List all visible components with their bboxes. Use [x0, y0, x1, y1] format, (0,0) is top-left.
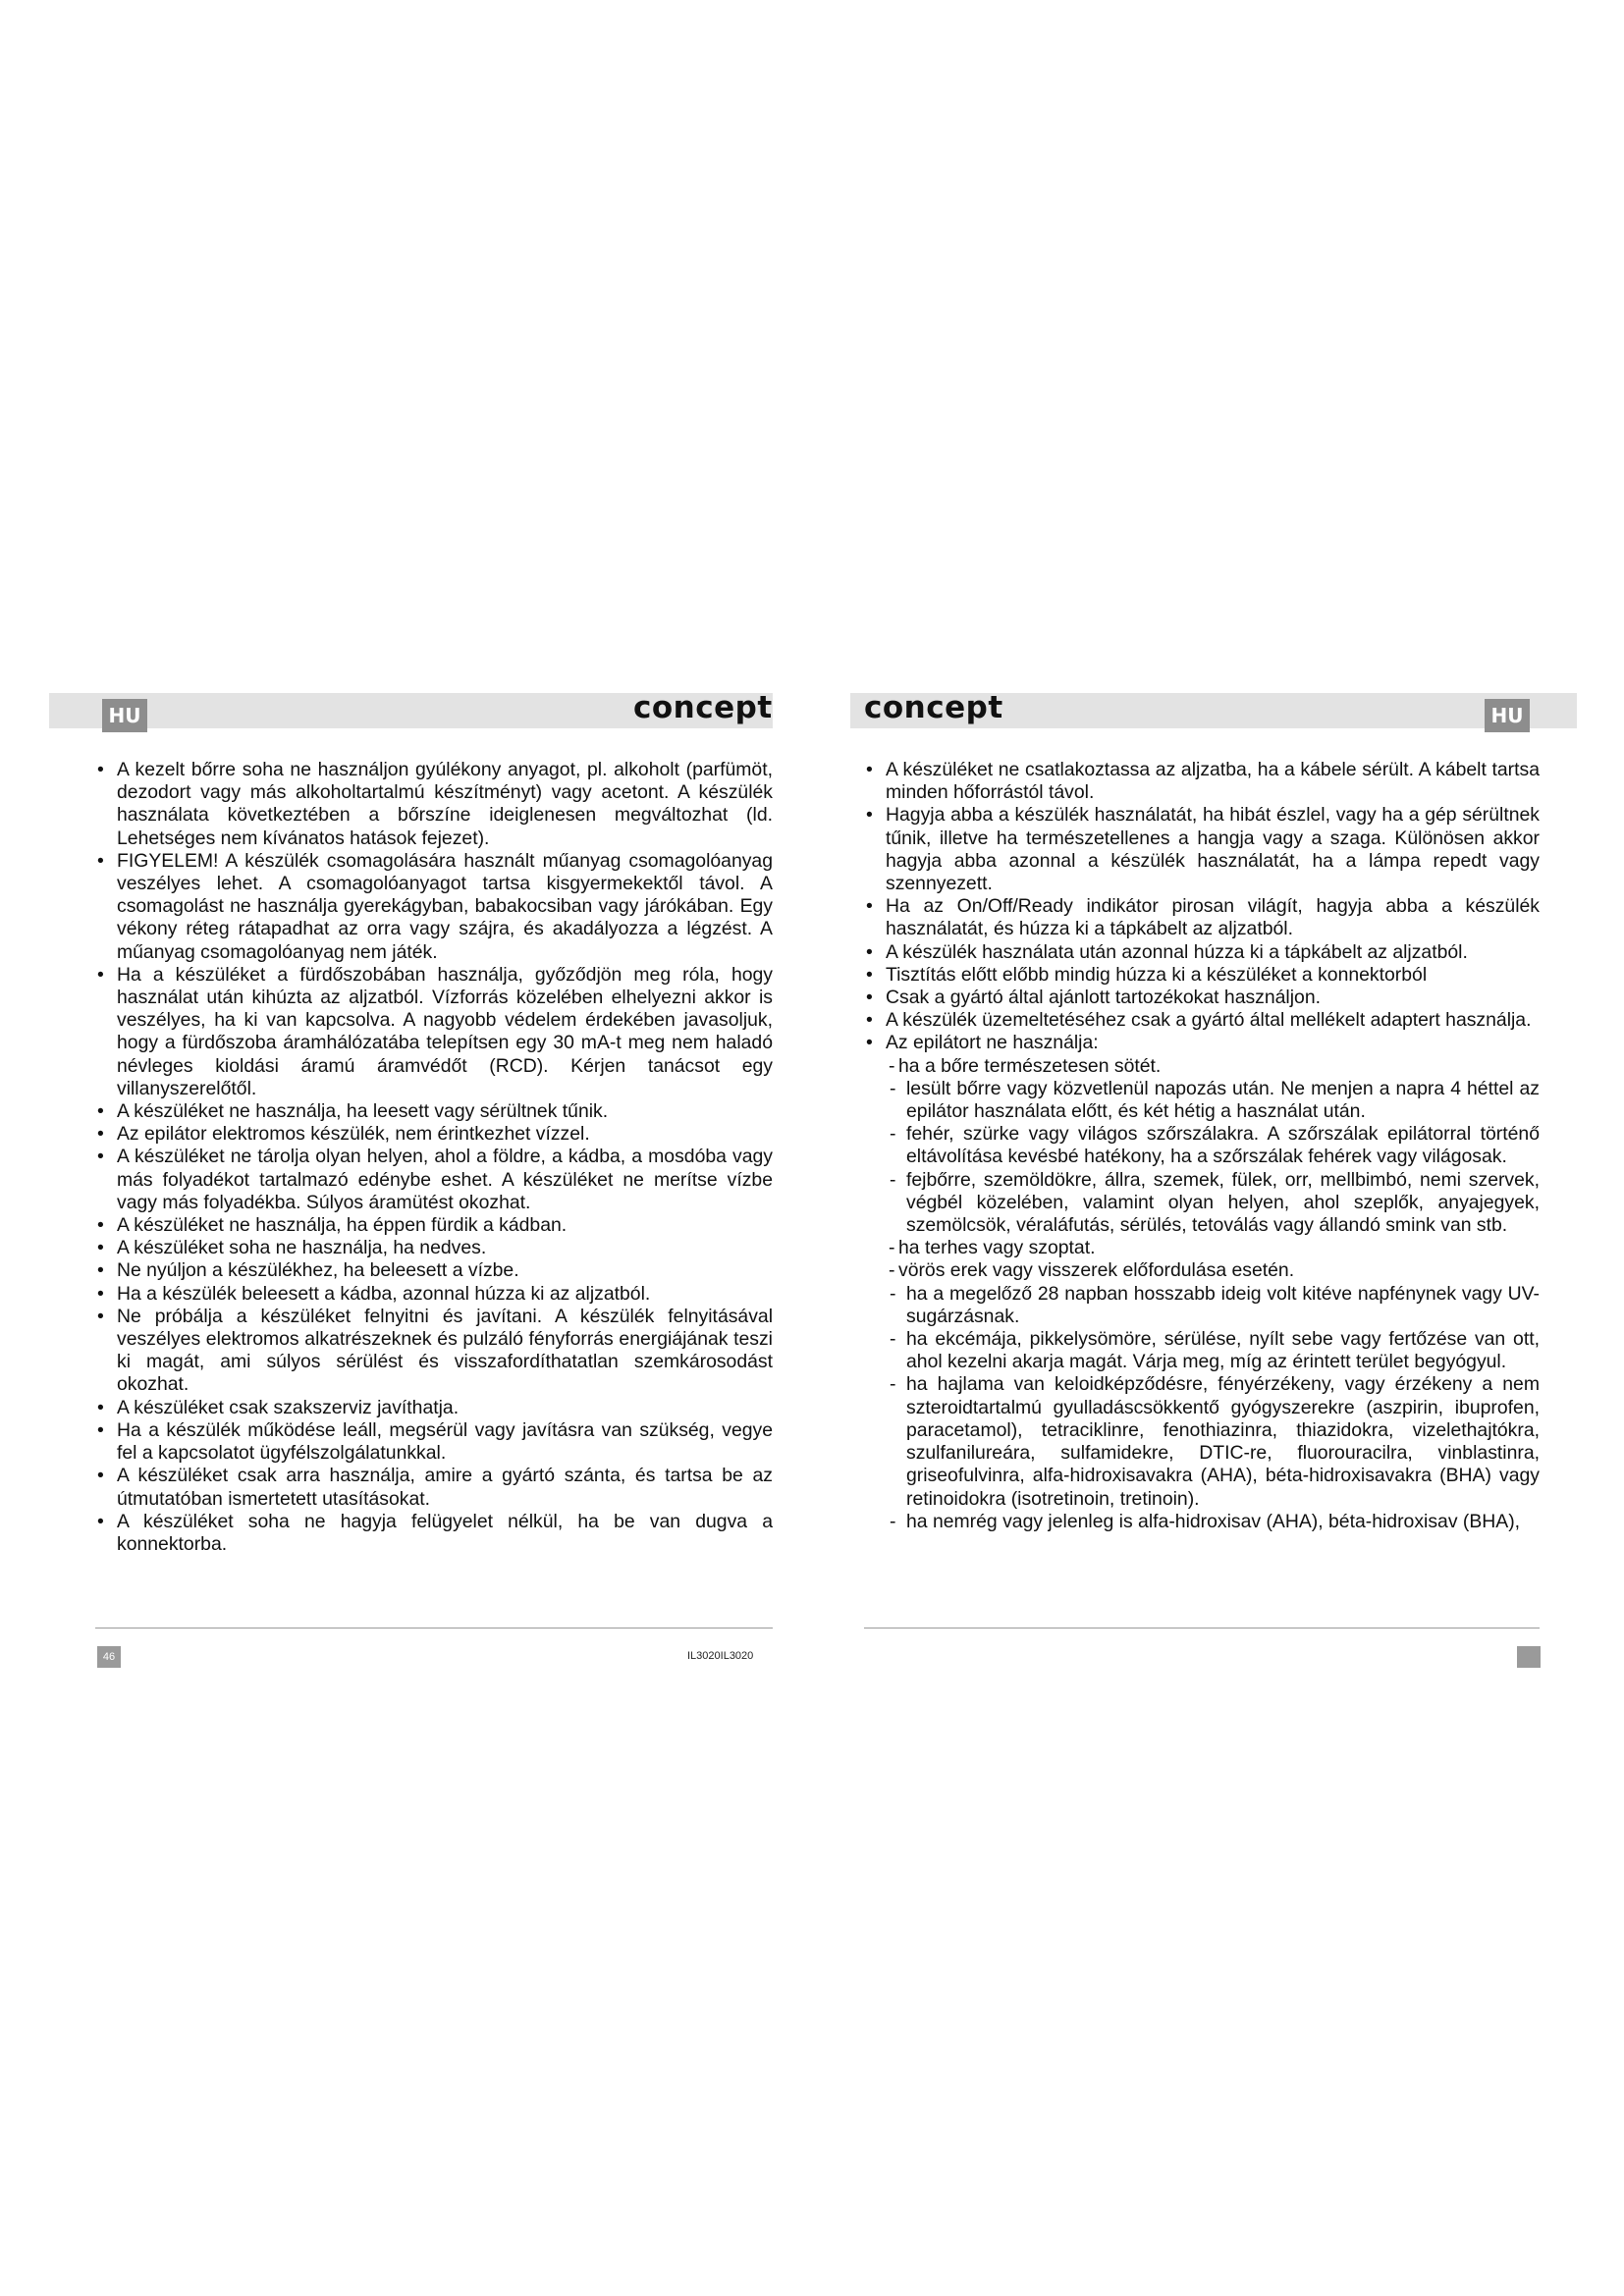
brand-logo-right: concept: [864, 690, 1003, 725]
list-item: • A készüléket ne használja, ha leesett vagy sérültnek tűnik.: [95, 1100, 773, 1123]
list-item: • Hagyja abba a készülék használatát, ha hibát észlel, vagy ha a gép sérültnek tűnik, illetve ha természetellenes a hangja vagy a szaga. Különösen akkor hagyja abba azonnal a készülék használatát, ha a lámpa repedt vagy szennyezett.: [864, 804, 1540, 895]
sub-list-item: - fehér, szürke vagy világos szőrszálakra. A szőrszálak epilátorral történő eltávolítása kevésbé hatékony, ha a szőrszálak fehérek vagy világosak.: [886, 1123, 1540, 1168]
sub-list-item: - ha hajlama van keloidképződésre, fényérzékeny, vagy érzékeny a nem szteroidtartalmú gyulladáscsökkentő gyógyszerekre (aszpirin, ibuprofen, paracetamol), tetraciklinre, fenothiazinra, thiazidokra, vizelethajtókra, szulfanilureára, sulfamidekre, DTIC-re, fluorouracilra, vinblastinra, griseofulvinra, alfa-hidroxisavakra (AHA), béta-hidroxisavakra (BHA) vagy retinoidokra (isotretinoin, tretinoin).: [886, 1373, 1540, 1510]
list-item: • Ha a készülék beleesett a kádba, azonnal húzza ki az aljzatból.: [95, 1283, 773, 1306]
list-item-epilator-intro: [864, 1032, 1540, 1532]
list-item: • A készüléket soha ne használja, ha nedves.: [95, 1237, 773, 1259]
epilator-intro-text: Az epilátort ne használja:: [886, 1032, 1099, 1054]
sub-list-item: - ha ekcémája, pikkelysömöre, sérülése, nyílt sebe vagy fertőzése van ott, ahol kezelni akarja magát. Várja meg, míg az érintett terület begyógyul.: [886, 1328, 1540, 1373]
list-item: • A készülék üzemeltetéséhez csak a gyártó által mellékelt adaptert használja.: [864, 1009, 1540, 1032]
list-item: • A készüléket soha ne hagyja felügyelet nélkül, ha be van dugva a konnektorba.: [95, 1511, 773, 1556]
language-badge-left: HU: [102, 699, 147, 732]
list-item: • Ne próbálja a készüléket felnyitni és javítani. A készülék felnyitásával veszélyes elektromos alkatrészeknek és pulzáló fényforrás energiájának teszi ki magát, ami súlyos sérülést és visszafordíthatatlan szemkárosodást okozhat.: [95, 1306, 773, 1397]
sub-list-item: - fejbőrre, szemöldökre, állra, szemek, fülek, orr, mellbimbó, nemi szervek, végbél közelében, valamint olyan helyen, ahol szeplők, anyajegyek, szemölcsök, véraláfutás, sérülés, tetoválás vagy állandó smink van stb.: [886, 1169, 1540, 1238]
sub-list-item: - vörös erek vagy visszerek előfordulása esetén.: [886, 1259, 1540, 1282]
safety-list-right: [864, 759, 1540, 1533]
language-badge-right: HU: [1485, 699, 1530, 732]
right-page-content: [864, 759, 1540, 1533]
sub-list-item: - ha nemrég vagy jelenleg is alfa-hidroxisav (AHA), béta-hidroxisav (BHA),: [886, 1511, 1540, 1533]
list-item: • Csak a gyártó által ajánlott tartozékokat használjon.: [864, 987, 1540, 1009]
sub-list-item: - ha a megelőző 28 napban hosszabb ideig volt kitéve napfénynek vagy UV-sugárzásnak.: [886, 1283, 1540, 1328]
page-number-right: [1517, 1646, 1541, 1668]
list-item: • Tisztítás előtt előbb mindig húzza ki a készüléket a konnektorból: [864, 964, 1540, 987]
model-number: IL3020IL3020: [687, 1650, 754, 1662]
list-item: • Ha a készülék működése leáll, megsérül vagy javításra van szükség, vegye fel a kapcsolatot ügyfélszolgálatunkkal.: [95, 1419, 773, 1465]
list-item: • FIGYELEM! A készülék csomagolására használt műanyag csomagolóanyag veszélyes lehet. A csomagolóanyagot tartsa kisgyermekektől távol. A csomagolást ne használja gyerekágyban, babakocsiban vagy járókában. Egy vékony réteg rátapadhat az orra vagy szájra, és akadályozza a légzést. A műanyag csomagolóanyag nem játék.: [95, 850, 773, 964]
list-item: • A készülék használata után azonnal húzza ki a tápkábelt az aljzatból.: [864, 941, 1540, 964]
list-item: • Ha az On/Off/Ready indikátor pirosan világít, hagyja abba a készülék használatát, és húzza ki a tápkábelt az aljzatból.: [864, 895, 1540, 940]
footer-divider-right: [864, 1628, 1540, 1629]
contraindication-list: [886, 1055, 1540, 1533]
list-item: • A készüléket ne csatlakoztassa az aljzatba, ha a kábele sérült. A kábelt tartsa minden hőforrástól távol.: [864, 759, 1540, 804]
left-page-content: [95, 759, 773, 1556]
sub-list-item: - ha a bőre természetesen sötét.: [886, 1055, 1540, 1078]
list-item: • Ne nyúljon a készülékhez, ha beleesett a vízbe.: [95, 1259, 773, 1282]
list-item: • A készüléket ne használja, ha éppen fürdik a kádban.: [95, 1214, 773, 1237]
sub-list-item: - lesült bőrre vagy közvetlenül napozás után. Ne menjen a napra 4 héttel az epilátor használata előtt, és két hétig a használat után.: [886, 1078, 1540, 1123]
list-item: • A készüléket csak arra használja, amire a gyártó szánta, és tartsa be az útmutatóban ismertetett utasításokat.: [95, 1465, 773, 1510]
safety-list-left: [95, 759, 773, 1556]
list-item: • A készüléket ne tárolja olyan helyen, ahol a földre, a kádba, a mosdóba vagy más folyadékot tartalmazó edénybe eshet. A készüléket ne merítse vízbe vagy más folyadékba. Súlyos áramütést okozhat.: [95, 1146, 773, 1214]
sub-list-item: - ha terhes vagy szoptat.: [886, 1237, 1540, 1259]
list-item: • A kezelt bőrre soha ne használjon gyúlékony anyagot, pl. alkoholt (parfümöt, dezodort vagy más alkoholtartalmú készítményt) vagy acetont. A készülék használata következtében a bőrszíne ideiglenesen megváltozhat (ld. Lehetséges nem kívánatos hatások fejezet).: [95, 759, 773, 850]
page-number-left: 46: [97, 1646, 121, 1668]
list-item: • A készüléket csak szakszerviz javíthatja.: [95, 1397, 773, 1419]
brand-logo-left: concept: [633, 690, 773, 725]
list-item: • Ha a készüléket a fürdőszobában használja, győződjön meg róla, hogy használat után kihúzta az aljzatból. Vízforrás közelében elhelyezni akkor is veszélyes, ha ki van kapcsolva. A nagyobb védelem érdekében javasoljuk, hogy a fürdőszoba áramhálózatába telepítsen egy 30 mA-t meg nem haladó névleges kioldási áramú áramvédőt (RCD). Kérjen tanácsot egy villanyszerelőtől.: [95, 964, 773, 1100]
footer-divider-left: [95, 1628, 773, 1629]
list-item: • Az epilátor elektromos készülék, nem érintkezhet vízzel.: [95, 1123, 773, 1146]
